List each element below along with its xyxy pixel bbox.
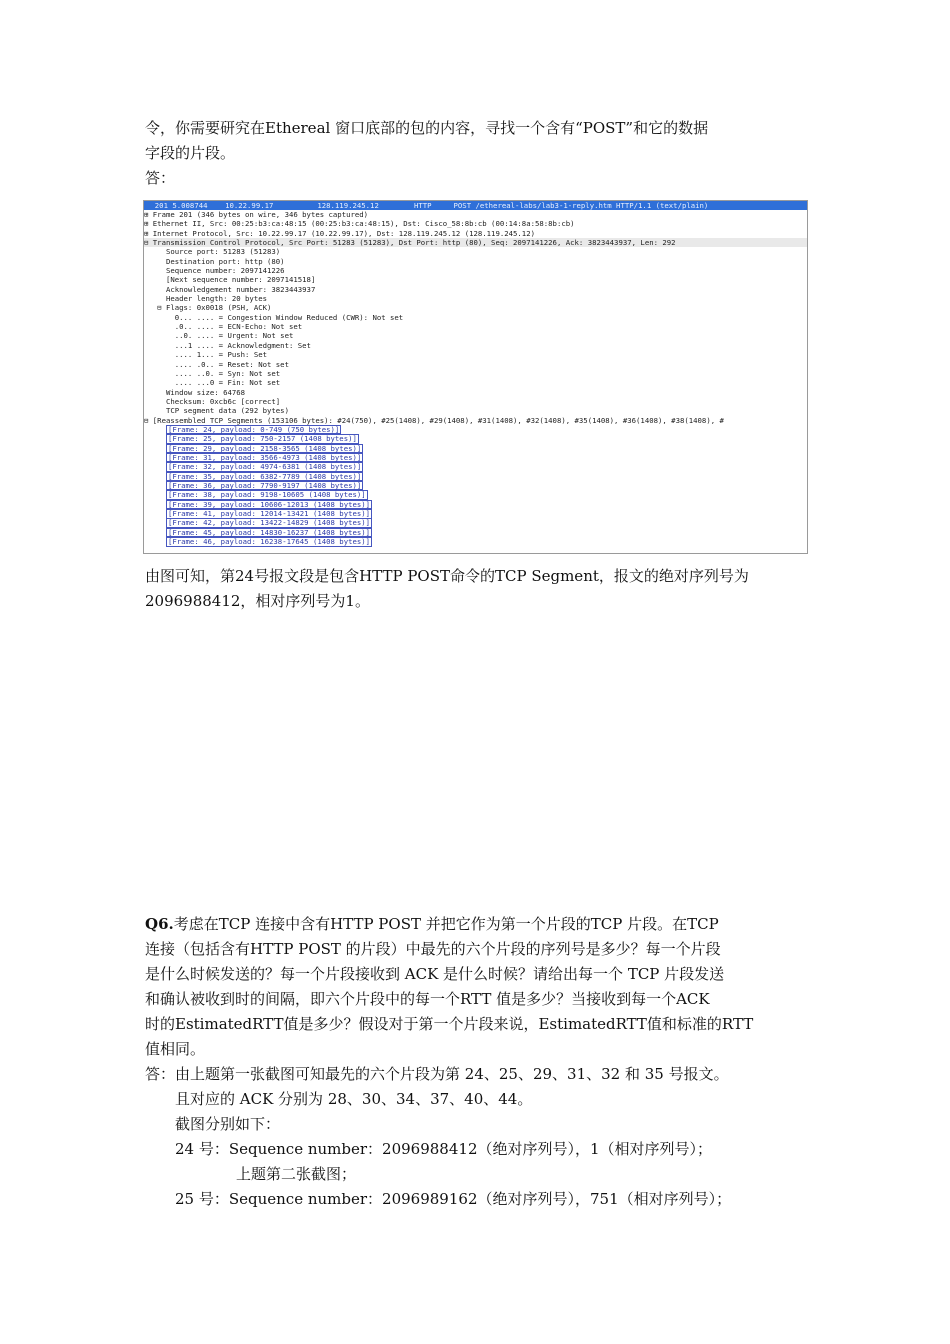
answer6-line-6: 25 号：Sequence number：2096989162（绝对序列号），751（相对序列号）； <box>175 1190 732 1208</box>
q6-line-6: 值相同。 <box>145 1040 206 1058</box>
q6-label: Q6. <box>145 915 174 933</box>
answer6-line-2: 且对应的 ACK 分别为 28、30、34、37、40、44。 <box>175 1090 533 1108</box>
answer6-line-1: 答：由上题第一张截图可知最先的六个片段为第 24、25、29、31、32 和 35 号报文。 <box>145 1065 729 1083</box>
detail-row: .... ...0 = Fin: Not set <box>144 378 281 388</box>
conclusion-line-1: 由图可知，第24号报文段是包含HTTP POST命令的TCP Segment，报文的绝对序列号为 <box>145 567 749 585</box>
q6-line-3: 是什么时候发送的？每一个片段接收到 ACK 是什么时候？请给出每一个 TCP 片段发送 <box>145 965 725 983</box>
answer6-line-5: 上题第二张截图； <box>236 1165 357 1183</box>
q6-line-5: 时的EstimatedRTT值是多少？假设对于第一个片段来说，EstimatedRTT值和标准的RTT <box>145 1015 754 1033</box>
intro-line-2: 字段的片段。 <box>145 144 236 162</box>
conclusion-line-2: 2096988412，相对序列号为1。 <box>145 592 370 610</box>
detail-row: ⊞ Internet Protocol, Src: 10.22.99.17 (10.22.99.17), Dst: 128.119.245.12 (128.119.245.12) <box>144 228 535 238</box>
detail-row: Source port: 51283 (51283) <box>144 247 281 257</box>
frame-link: [Frame: 25, payload: 750-2157 (1408 bytes)] <box>167 434 357 444</box>
detail-row: Window size: 64768 <box>144 387 246 397</box>
detail-row: ..0. .... = Urgent: Not set <box>144 331 294 341</box>
detail-row: .0.. .... = ECN-Echo: Not set <box>144 322 303 332</box>
detail-row: Destination port: http (80) <box>144 256 285 266</box>
detail-row: ...1 .... = Acknowledgment: Set <box>144 340 311 350</box>
frame-link: [Frame: 39, payload: 10606-12013 (1408 bytes)] <box>167 499 371 509</box>
q6-line-1 <box>145 912 719 937</box>
detail-row: Header length: 20 bytes <box>144 294 268 304</box>
detail-row: ⊞ Frame 201 (346 bytes on wire, 346 bytes captured) <box>144 210 369 219</box>
detail-row: ⊟ Flags: 0x0018 (PSH, ACK) <box>144 303 272 313</box>
frame-link: [Frame: 41, payload: 12014-13421 (1408 bytes)] <box>167 509 371 518</box>
frame-link: [Frame: 38, payload: 9198-10605 (1408 bytes)] <box>167 490 366 500</box>
frame-link: [Frame: 36, payload: 7790-9197 (1408 bytes)] <box>167 480 362 490</box>
detail-row: Checksum: 0xcb6c [correct] <box>144 396 281 406</box>
detail-row: .... ..0. = Syn: Not set <box>144 368 281 378</box>
detail-row: ⊞ Ethernet II, Src: 00:25:b3:ca:48:15 (00:25:b3:ca:48:15), Dst: Cisco_58:8b:cb (00:14:8a:58:8b:cb) <box>144 219 575 229</box>
detail-row: .... .0.. = Reset: Not set <box>144 359 289 369</box>
detail-row: TCP segment data (292 bytes) <box>144 406 289 416</box>
intro-line-1: 令，你需要研究在Ethereal 窗口底部的包的内容，寻找一个含有“POST”和它的数据 <box>145 119 709 137</box>
detail-row: .... 1... = Push: Set <box>144 350 268 360</box>
detail-row: 0... .... = Congestion Window Reduced (CWR): Not set <box>144 312 404 322</box>
detail-row: ⊟ Transmission Control Protocol, Src Port: 51283 (51283), Dst Port: http (80), Seq: 2097141226, Ack: 3823443937, Len: 292 <box>144 238 807 247</box>
q6-line-4: 和确认被收到时的间隔，即六个片段中的每一个RTT 值是多少？当接收到每一个ACK <box>145 990 710 1008</box>
frame-link: [Frame: 32, payload: 4974-6381 (1408 bytes)] <box>167 462 362 472</box>
frame-link: [Frame: 24, payload: 0-749 (750 bytes)] <box>167 424 340 434</box>
q6-line-2: 连接（包括含有HTTP POST 的片段）中最先的六个片段的序列号是多少？每一个片段 <box>145 940 721 958</box>
detail-row: [Next sequence number: 2097141518] <box>144 275 316 285</box>
frame-link: [Frame: 45, payload: 14830-16237 (1408 bytes)] <box>167 527 371 537</box>
packet-capture-screenshot <box>143 200 808 554</box>
detail-row: Acknowledgement number: 3823443937 <box>144 284 316 294</box>
frame-link: [Frame: 31, payload: 3566-4973 (1408 bytes)] <box>167 452 362 462</box>
answer6-line-4: 24 号：Sequence number：2096988412（绝对序列号），1（相对序列号）； <box>175 1140 713 1158</box>
frame-link: [Frame: 35, payload: 6382-7789 (1408 bytes)] <box>167 471 362 481</box>
packet-list-selected-row: 201 5.008744 10.22.99.17 128.119.245.12 HTTP POST /ethereal-labs/lab3-1-reply.htm HTTP/1.1 (text/plain) <box>144 201 807 210</box>
frame-link: [Frame: 42, payload: 13422-14829 (1408 bytes)] <box>167 518 371 528</box>
frame-link: [Frame: 29, payload: 2158-3565 (1408 bytes)] <box>167 443 362 453</box>
frame-link: [Frame: 46, payload: 16238-17645 (1408 bytes)] <box>167 537 371 547</box>
detail-row: ⊟ [Reassembled TCP Segments (153106 bytes): #24(750), #25(1408), #29(1408), #31(1408), #32(1408), #35(1408), #36(1408), #38(1408), # <box>144 415 724 425</box>
detail-row: Sequence number: 2097141226 <box>144 266 285 276</box>
q6-line-1-text: 考虑在TCP 连接中含有HTTP POST 并把它作为第一个片段的TCP 片段。在TCP <box>173 915 719 933</box>
answer6-line-3: 截图分别如下： <box>175 1115 281 1133</box>
answer-label: 答： <box>145 169 176 187</box>
